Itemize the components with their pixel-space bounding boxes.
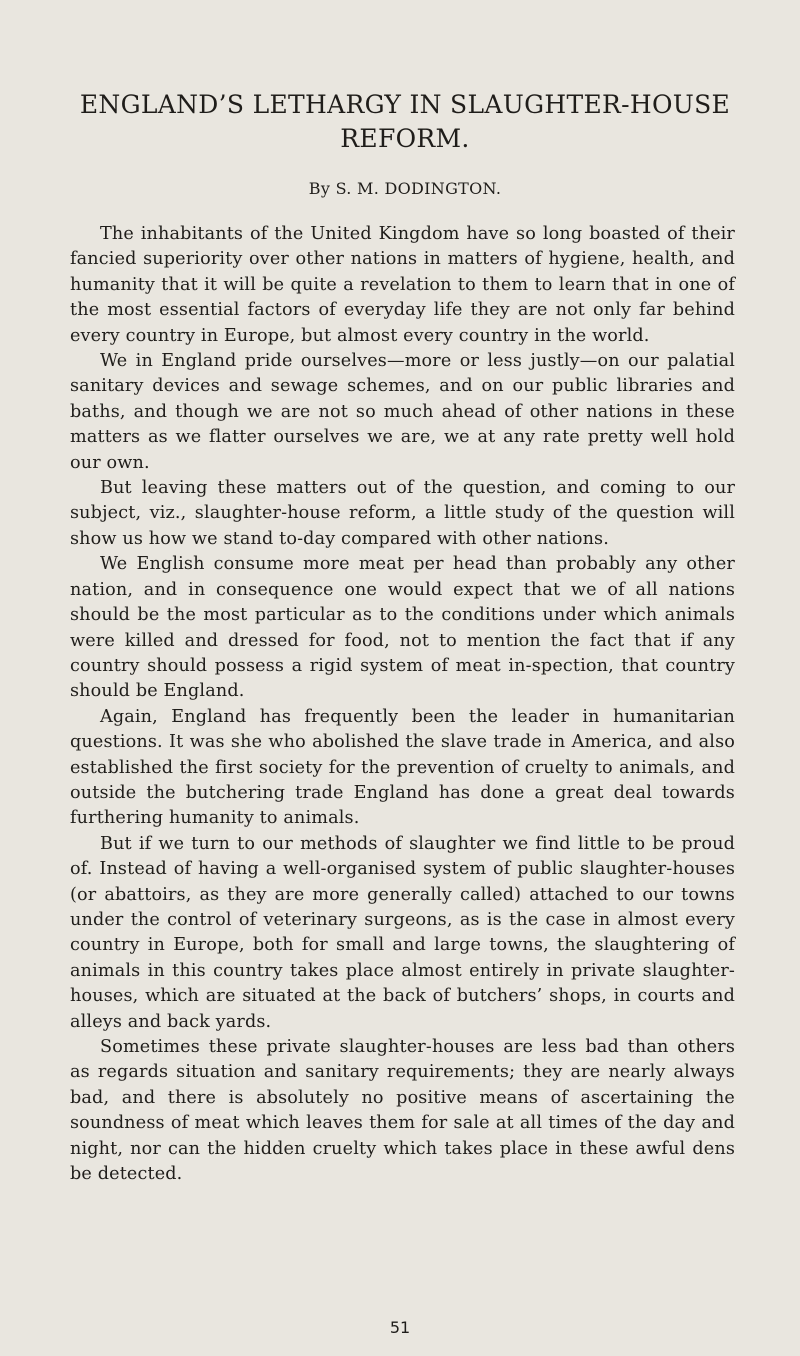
paragraph: Sometimes these private slaughter-houses are less bad than others as regards situation and sanitary requirements; they are nearly always bad, and there is absolutely no positive means of ascertaining the soundness of meat which leaves them for sale at all times of the day and night, nor can the hidden cruelty which takes place in these awful dens be detected. [70,1037,735,1185]
paragraph: We in England pride ourselves—more or less justly—on our palatial sanitary devices and sewage schemes, and on our public libraries and baths, and though we are not so much ahead of other nations in these matters as we flatter ourselves we are, we at any rate pretty well hold our own. [70,351,735,473]
author-byline: By S. M. DODINGTON. [308,179,502,198]
page-number: 51 [389,1318,411,1337]
paragraph: We English consume more meat per head than probably any other nation, and in consequence one would expect that we of all nations should be the most particular as to the conditions under which animals were killed and dressed for food, not to mention the fact that if any country should possess a rigid system of meat in-spection, that country should be England. [70,554,735,702]
article-title: ENGLAND’S LETHARGY IN SLAUGHTER-HOUSE REFORM. [79,90,731,153]
paragraph: The inhabitants of the United Kingdom have so long boasted of their fancied superiority over other nations in matters of hygiene, health, and humanity that it will be quite a revelation to them to learn that in one of the most essential factors of everyday life they are not only far behind every country in Europe, but almost every country in the world. [70,224,735,346]
paragraph: Again, England has frequently been the leader in humanitarian questions. It was she who abolished the slave trade in America, and also established the first society for the prevention of cruelty to animals, and outside the butchering trade England has done a great deal towards furthering humanity to animals. [70,706,735,829]
paragraph: But if we turn to our methods of slaughter we find little to be proud of. Instead of having a well-organised system of public slaughter-houses (or abattoirs, as they are more generally called) attached to our towns under the control of veterinary surgeons, as is the case in almost every country in Europe, both for small and large towns, the slaughtering of animals in this country takes place almost entirely in private slaughter-houses, which are situated at the back of butchers’ shops, in courts and alleys and back yards. [70,833,735,1032]
paragraph: But leaving these matters out of the question, and coming to our subject, viz., slaughter-house reform, a little study of the question will show us how we stand to-day compared with other nations. [70,478,735,549]
article-body [70,222,735,1187]
